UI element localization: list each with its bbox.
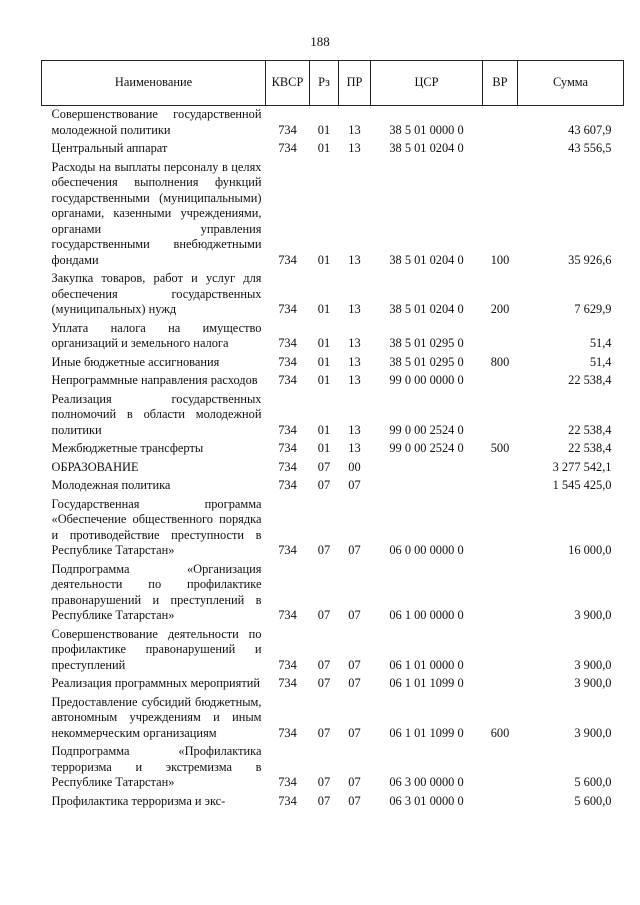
cell-sum: 1 545 425,0 — [552, 478, 612, 492]
cell-kvsr: 734 — [278, 422, 297, 437]
cell-pr: 07 — [348, 725, 361, 740]
header-rz: Рз — [310, 61, 339, 106]
cell-name: Молодежная политика — [51, 478, 171, 492]
cell-sum: 16 000,0 — [568, 543, 612, 557]
cell-sum: 43 556,5 — [568, 141, 612, 155]
cell-csr: 06 1 00 0000 0 — [389, 608, 464, 622]
cell-kvsr: 734 — [278, 441, 297, 455]
cell-csr: 38 5 01 0204 0 — [389, 302, 464, 316]
cell-pr: 07 — [348, 478, 361, 492]
page-number: 188 — [310, 34, 330, 49]
table-row — [42, 561, 624, 626]
table-row — [42, 675, 624, 694]
table-row — [42, 694, 624, 744]
cell-name: ОБРАЗОВАНИЕ — [51, 459, 139, 474]
cell-kvsr: 734 — [278, 478, 297, 492]
cell-vr — [483, 459, 518, 478]
cell-kvsr: 734 — [278, 354, 297, 369]
cell-rz: 01 — [317, 122, 331, 137]
cell-name: Реализация программных мероприятий — [51, 676, 261, 690]
cell-sum: 3 900,0 — [574, 608, 612, 622]
cell-kvsr: 734 — [278, 336, 297, 350]
cell-vr — [483, 106, 518, 141]
cell-sum: 7 629,9 — [574, 302, 612, 316]
cell-vr: 600 — [490, 725, 510, 740]
cell-pr: 07 — [348, 676, 361, 690]
cell-vr — [483, 496, 518, 561]
cell-csr: 38 5 01 0000 0 — [389, 122, 464, 137]
cell-sum: 35 926,6 — [568, 252, 612, 267]
cell-kvsr: 734 — [278, 608, 297, 622]
header-csr: ЦСР — [371, 61, 483, 106]
table-row — [42, 743, 624, 793]
cell-vr — [483, 675, 518, 694]
header-sum: Сумма — [518, 61, 624, 106]
cell-rz: 07 — [317, 543, 331, 557]
cell-name: Непрограммные направления расходов — [51, 373, 258, 387]
cell-name: Подпрограмма «Организация деятельности по профилактике правонарушений и преступлений в Республике Татарстан» — [51, 561, 262, 622]
cell-name: Профилактика терроризма и экс- — [51, 793, 226, 808]
table-row — [42, 496, 624, 561]
cell-csr: 06 3 00 0000 0 — [389, 775, 464, 789]
cell-vr — [483, 626, 518, 676]
cell-pr: 00 — [348, 459, 361, 474]
cell-pr: 13 — [348, 336, 361, 350]
cell-kvsr: 734 — [278, 459, 297, 474]
cell-vr — [483, 320, 518, 354]
cell-rz: 07 — [317, 657, 331, 672]
cell-sum: 3 900,0 — [574, 725, 612, 740]
cell-vr: 800 — [490, 354, 510, 369]
cell-sum: 22 538,4 — [568, 422, 612, 437]
cell-pr: 13 — [348, 422, 361, 437]
table-row — [42, 159, 624, 271]
cell-sum: 3 900,0 — [574, 657, 612, 672]
cell-csr: 99 0 00 2524 0 — [389, 441, 464, 455]
cell-name: Реализация государственных полномочий в области молодежной политики — [51, 391, 262, 437]
table-body — [42, 106, 624, 812]
cell-kvsr: 734 — [278, 141, 297, 155]
cell-rz: 07 — [317, 459, 331, 474]
cell-kvsr: 734 — [278, 657, 297, 672]
table-row — [42, 354, 624, 373]
cell-name: Государственная программа «Обеспечение общественного порядка и противодействие преступности в Республике Татарстан» — [51, 496, 262, 557]
cell-rz: 01 — [317, 441, 331, 455]
cell-pr: 07 — [348, 793, 361, 808]
cell-name: Совершенствование государственной молодежной политики — [51, 107, 262, 137]
cell-kvsr: 734 — [278, 725, 297, 740]
table-header-row — [42, 61, 624, 106]
cell-rz: 01 — [317, 354, 331, 369]
cell-name: Иные бюджетные ассигнования — [51, 354, 220, 369]
cell-sum: 3 277 542,1 — [552, 459, 612, 474]
cell-vr: 200 — [490, 302, 510, 316]
cell-csr: 06 0 00 0000 0 — [389, 543, 464, 557]
cell-rz: 07 — [317, 608, 331, 622]
cell-name: Предоставление субсидий бюджетным, автономным учреждениям и иным некоммерческим организациям — [51, 694, 262, 740]
cell-sum: 5 600,0 — [574, 793, 612, 808]
cell-kvsr: 734 — [278, 793, 297, 808]
cell-vr — [483, 140, 518, 159]
cell-name: Центральный аппарат — [51, 141, 168, 155]
table-row — [42, 140, 624, 159]
header-vr: ВР — [483, 61, 518, 106]
cell-vr — [483, 477, 518, 496]
cell-csr: 38 5 01 0295 0 — [389, 336, 464, 350]
table-row — [42, 793, 624, 812]
cell-rz: 07 — [317, 775, 331, 789]
cell-rz: 01 — [317, 141, 331, 155]
cell-csr: 99 0 00 2524 0 — [389, 422, 464, 437]
cell-pr: 07 — [348, 608, 361, 622]
header-pr: ПР — [339, 61, 371, 106]
cell-csr: 06 1 01 0000 0 — [389, 657, 464, 672]
cell-rz: 07 — [317, 793, 331, 808]
cell-csr: 06 3 01 0000 0 — [389, 793, 464, 808]
cell-rz: 01 — [317, 252, 331, 267]
cell-sum: 3 900,0 — [574, 676, 612, 690]
cell-pr: 07 — [348, 657, 361, 672]
cell-vr — [483, 391, 518, 441]
cell-name: Подпрограмма «Профилактика терроризма и экстремизма в Республике Татарстан» — [51, 744, 262, 789]
cell-vr: 500 — [490, 441, 510, 455]
cell-rz: 01 — [317, 336, 331, 350]
cell-sum: 43 607,9 — [568, 122, 612, 137]
cell-csr: 99 0 00 0000 0 — [389, 373, 464, 387]
cell-kvsr: 734 — [278, 122, 297, 137]
table-row — [42, 440, 624, 459]
cell-pr: 07 — [348, 543, 361, 557]
cell-name: Межбюджетные трансферты — [51, 441, 204, 455]
cell-rz: 01 — [317, 302, 331, 316]
cell-name: Расходы на выплаты персоналу в целях обеспечения выполнения функций государственными (муниципальными) органами, казенными учреждениями, органами управления государственными внебюджетными фондами — [51, 159, 262, 267]
cell-sum: 22 538,4 — [568, 441, 612, 455]
cell-vr — [483, 561, 518, 626]
cell-kvsr: 734 — [278, 373, 297, 387]
table-row — [42, 320, 624, 354]
cell-kvsr: 734 — [278, 543, 297, 557]
cell-pr: 13 — [348, 122, 361, 137]
table-row — [42, 372, 624, 391]
budget-table — [41, 60, 624, 811]
cell-csr: 06 1 01 1099 0 — [389, 676, 464, 690]
cell-name: Совершенствование деятельности по профилактике правонарушений и преступлений — [51, 626, 262, 672]
table-row — [42, 459, 624, 478]
cell-rz: 01 — [317, 373, 331, 387]
header-kvsr: КВСР — [266, 61, 310, 106]
cell-pr: 07 — [348, 775, 361, 789]
cell-sum: 22 538,4 — [568, 373, 612, 387]
cell-sum: 51,4 — [589, 336, 612, 350]
cell-sum: 51,4 — [589, 354, 612, 369]
table-row — [42, 626, 624, 676]
cell-csr: 38 5 01 0295 0 — [389, 354, 464, 369]
cell-pr: 13 — [348, 441, 361, 455]
cell-kvsr: 734 — [278, 252, 297, 267]
table-row — [42, 391, 624, 441]
cell-rz: 07 — [317, 676, 331, 690]
cell-name: Уплата налога на имущество организаций и земельного налога — [51, 320, 262, 350]
cell-kvsr: 734 — [278, 302, 297, 316]
cell-csr: 38 5 01 0204 0 — [389, 252, 464, 267]
cell-rz: 07 — [317, 725, 331, 740]
cell-sum: 5 600,0 — [574, 775, 612, 789]
cell-csr — [371, 459, 483, 478]
cell-pr: 13 — [348, 354, 361, 369]
cell-pr: 13 — [348, 252, 361, 267]
cell-vr: 100 — [490, 252, 510, 267]
cell-pr: 13 — [348, 302, 361, 316]
cell-kvsr: 734 — [278, 676, 297, 690]
table-row — [42, 477, 624, 496]
cell-vr — [483, 372, 518, 391]
cell-pr: 13 — [348, 141, 361, 155]
cell-vr — [483, 793, 518, 812]
cell-csr: 06 1 01 1099 0 — [389, 725, 464, 740]
header-name: Наименование — [42, 61, 266, 106]
cell-csr: 38 5 01 0204 0 — [389, 141, 464, 155]
cell-kvsr: 734 — [278, 775, 297, 789]
cell-vr — [483, 743, 518, 793]
cell-name: Закупка товаров, работ и услуг для обеспечения государственных (муниципальных) нужд — [51, 271, 262, 316]
cell-csr — [371, 477, 483, 496]
table-row — [42, 106, 624, 141]
table-row — [42, 270, 624, 320]
cell-rz: 01 — [317, 422, 331, 437]
cell-pr: 13 — [348, 373, 361, 387]
cell-rz: 07 — [317, 478, 331, 492]
